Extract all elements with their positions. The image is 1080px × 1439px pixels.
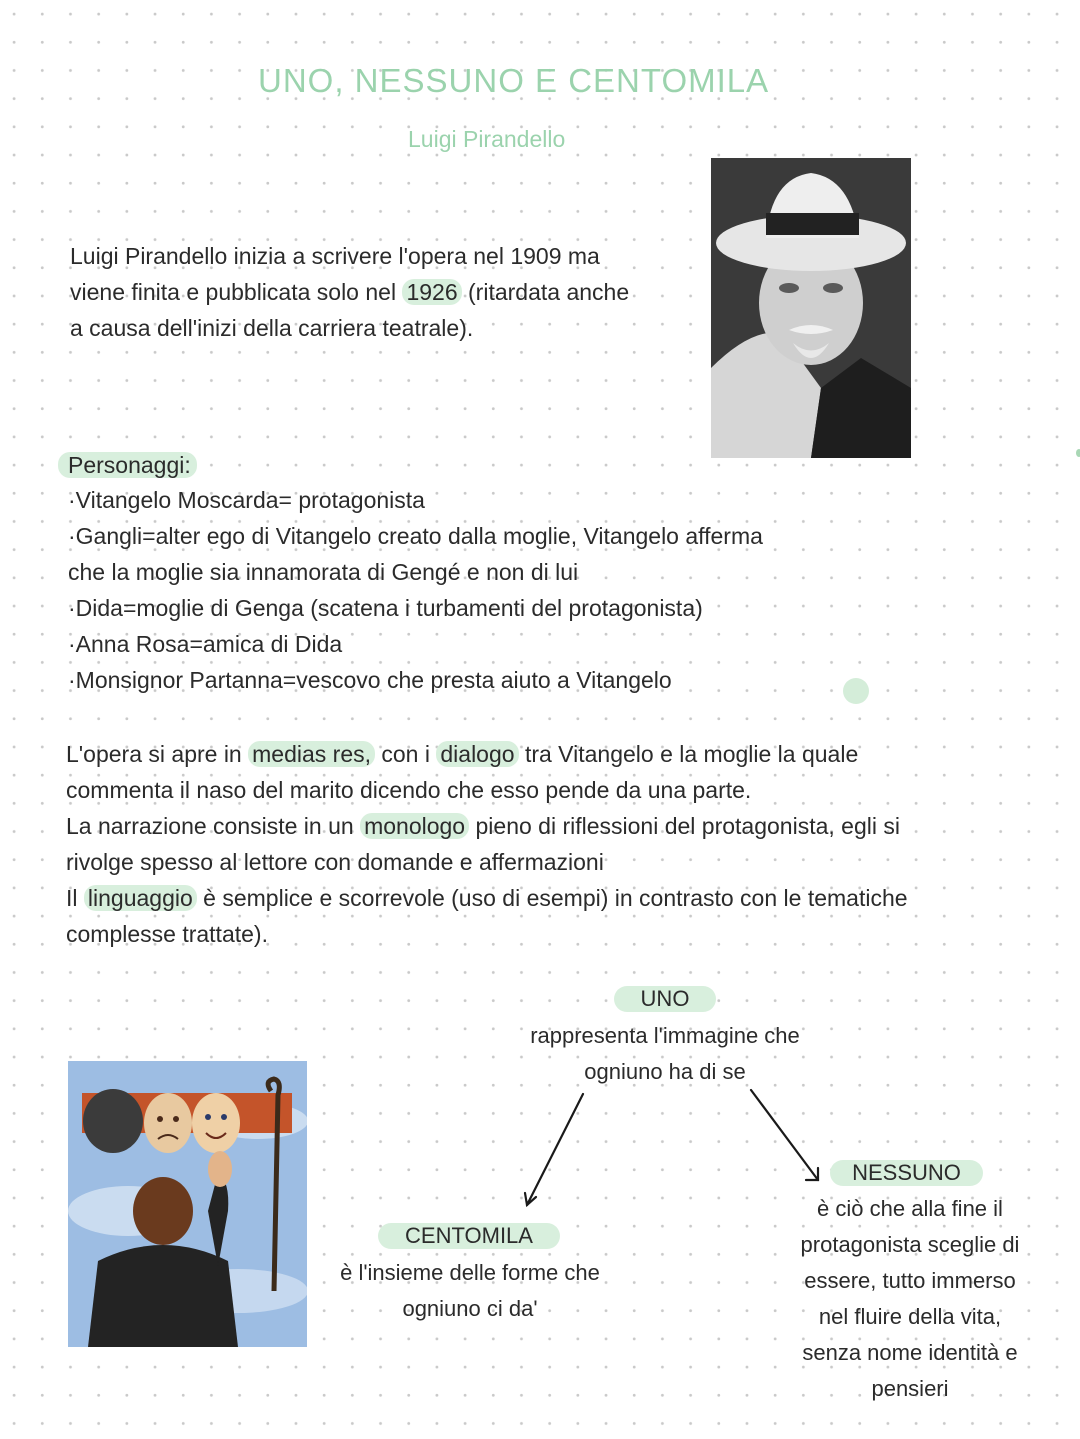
nessuno-desc-line: pensieri (871, 1376, 949, 1401)
nessuno-desc-line: senza nome identità e (802, 1340, 1018, 1365)
summary-text: pieno di riflessioni del protagonista, egli si (469, 813, 900, 839)
summary-line-2: commenta il naso del marito dicendo che esso pende da una parte. (66, 777, 752, 803)
intro-line-2-text: viene finita e pubblicata solo nel (70, 279, 403, 305)
nessuno-desc-line: nel fluire della vita, (818, 1304, 1002, 1329)
highlight-dialogo: dialogo (436, 741, 518, 767)
nessuno-desc-line: essere, tutto immerso (804, 1268, 1016, 1293)
highlight-monologo: monologo (360, 813, 469, 839)
painting-illustration (68, 1061, 307, 1347)
uno-desc-line-2: ogniuno ha di se (584, 1059, 746, 1084)
arrow-to-nessuno-icon (751, 1090, 818, 1180)
character-item: ·Vitangelo Moscarda= protagonista (68, 487, 425, 513)
character-item: ·Anna Rosa=amica di Dida (68, 631, 343, 657)
author-subtitle: Luigi Pirandello (408, 126, 566, 152)
centomila-desc-line-2: ogniuno ci da' (402, 1296, 538, 1321)
page-title: UNO, NESSUNO E CENTOMILA (258, 62, 770, 99)
centomila-label: CENTOMILA (378, 1223, 560, 1249)
highlight-linguaggio: linguaggio (84, 885, 197, 911)
uno-label: UNO (614, 986, 716, 1012)
arrow-to-centomila-icon (527, 1094, 583, 1205)
nessuno-desc-line: protagonista sceglie di (800, 1232, 1020, 1257)
highlight-year: 1926 (402, 279, 461, 305)
summary-text: con i (375, 741, 437, 767)
uno-desc-line-1: rappresenta l'immagine che (530, 1023, 800, 1048)
summary-text: è semplice e scorrevole (uso di esempi) in contrasto con le tematiche (196, 885, 908, 911)
summary-line-4: rivolge spesso al lettore con domande e affermazioni (66, 849, 604, 875)
character-item: ·Monsignor Partanna=vescovo che presta aiuto a Vitangelo (68, 667, 672, 693)
intro-line-2-tail: (ritardata anche (461, 279, 630, 305)
characters-heading-label: Personaggi: (58, 452, 197, 478)
summary-line-6: complesse trattate). (66, 921, 268, 947)
nessuno-label: NESSUNO (830, 1160, 983, 1186)
nessuno-desc-line: è ciò che alla fine il (817, 1196, 1003, 1221)
summary-text: Il (66, 885, 84, 911)
summary-text: tra Vitangelo e la moglie la quale (518, 741, 859, 767)
intro-line-3: a causa dell'inizi della carriera teatrale). (70, 315, 474, 341)
summary-text: L'opera si apre in (66, 741, 249, 767)
character-item: ·Gangli=alter ego di Vitangelo creato dalla moglie, Vitangelo afferma (68, 523, 763, 549)
summary-text: La narrazione consiste in un (66, 813, 361, 839)
intro-line-1: Luigi Pirandello inizia a scrivere l'opera nel 1909 ma (70, 243, 600, 269)
highlight-medias-res: medias res, (248, 741, 375, 767)
character-item: ·Dida=moglie di Genga (scatena i turbamenti del protagonista) (68, 595, 703, 621)
centomila-desc-line-1: è l'insieme delle forme che (340, 1260, 600, 1285)
masks-painting (68, 1061, 307, 1347)
character-item-continued: che la moglie sia innamorata di Gengé e non di lui (68, 559, 579, 585)
